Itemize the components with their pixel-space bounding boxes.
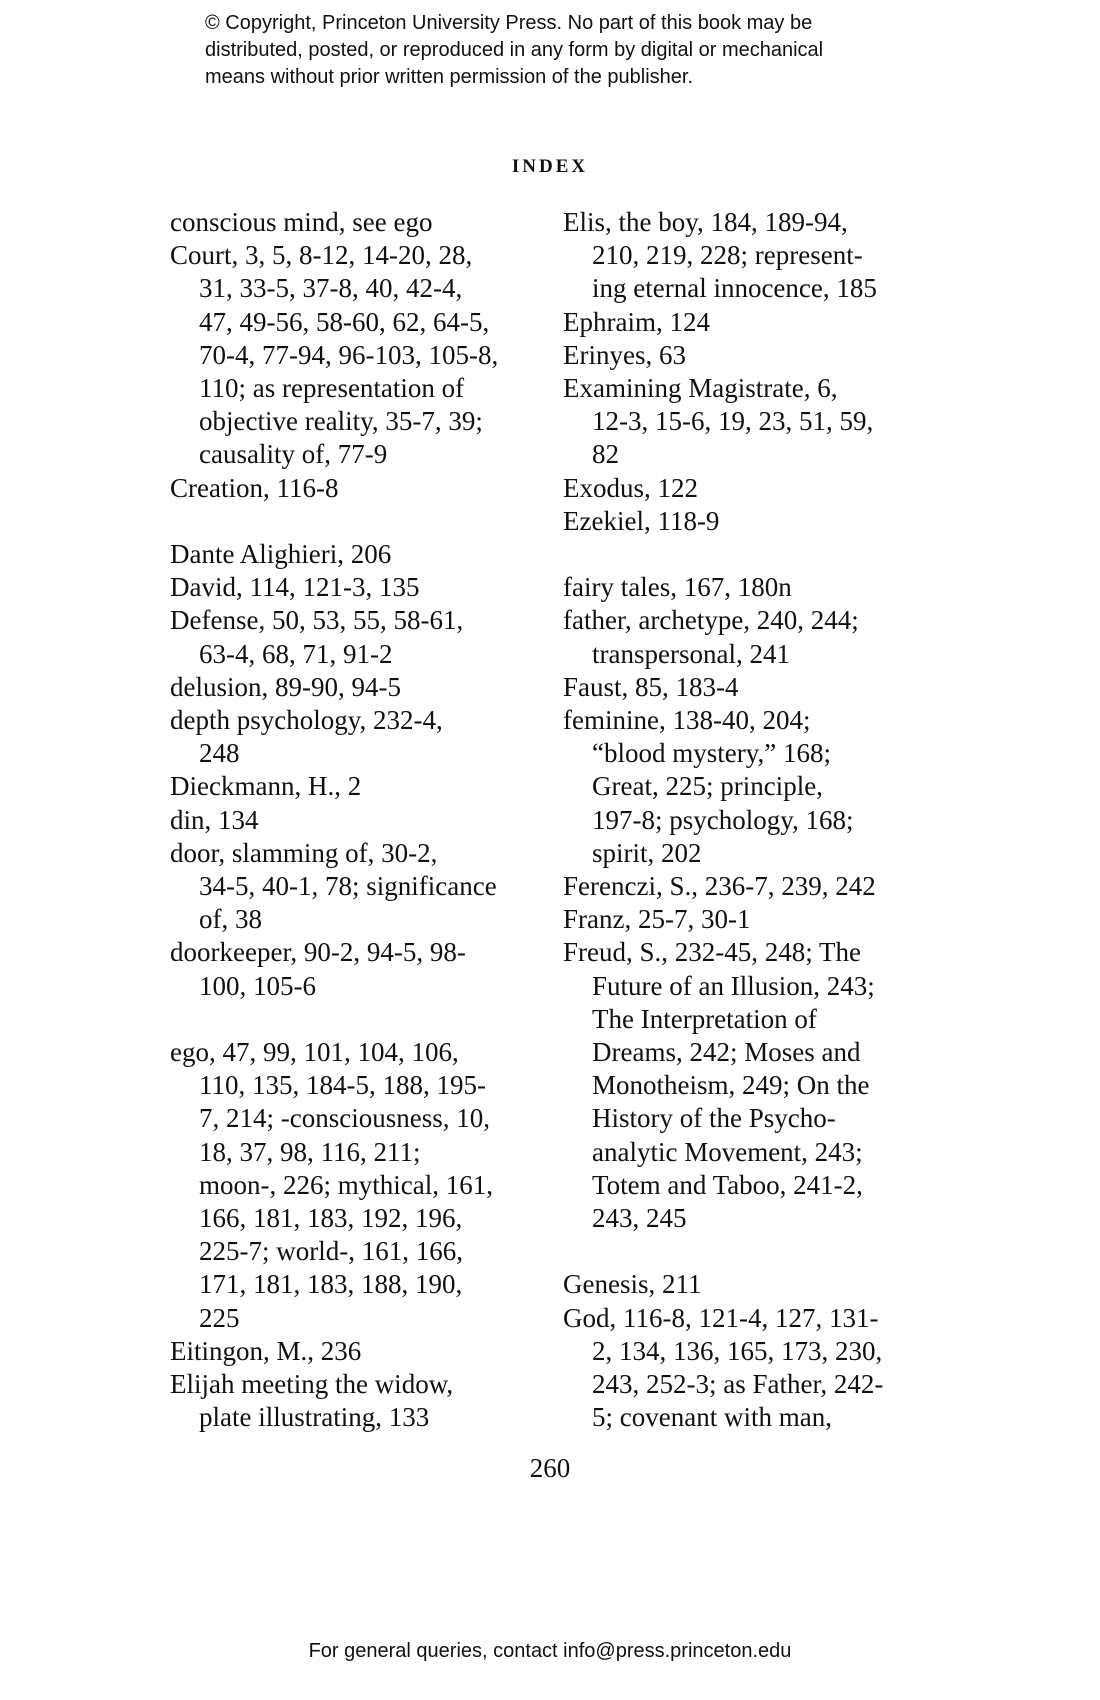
copyright-line: distributed, posted, or reproduced in any form by digital or mechanical	[205, 39, 824, 61]
index-column-right	[563, 206, 923, 1434]
copyright-line: means without prior written permission of the publisher.	[205, 66, 694, 88]
index-entry-line: 197-8; psychology, 168;	[592, 804, 854, 835]
letter-group-gap	[563, 538, 923, 571]
index-entry-line: 70-4, 77-94, 96-103, 105-8,	[199, 339, 499, 370]
index-entry-line: delusion, 89-90, 94-5	[170, 671, 401, 702]
index-entry-line: 210, 219, 228; represent-	[592, 240, 863, 271]
index-entry-line: 63-4, 68, 71, 91-2	[199, 638, 393, 669]
index-entry	[170, 571, 530, 604]
index-entry-line: Totem and Taboo, 241-2,	[592, 1169, 863, 1200]
index-entry	[563, 571, 923, 604]
index-entry-line: din, 134	[170, 804, 259, 835]
index-entry-line: Freud, S., 232-45, 248; The	[563, 937, 861, 968]
index-entry-line: The Interpretation of	[592, 1003, 817, 1034]
index-entry-line: depth psychology, 232-4,	[170, 705, 443, 736]
index-entry	[170, 239, 530, 471]
index-entry-line: 2, 134, 136, 165, 173, 230,	[592, 1335, 883, 1366]
index-entry-line: 100, 105-6	[199, 970, 316, 1001]
index-entry	[563, 604, 923, 670]
index-entry-line: Dreams, 242; Moses and	[592, 1037, 861, 1068]
index-entry-line: causality of, 77-9	[199, 439, 388, 470]
index-column-left	[170, 206, 530, 1434]
index-entry	[563, 306, 923, 339]
index-entry-line: “blood mystery,” 168;	[592, 738, 831, 769]
index-entry-line: Elijah meeting the widow,	[170, 1369, 454, 1400]
copyright-line: © Copyright, Princeton University Press. No part of this book may be	[205, 12, 813, 34]
index-heading: INDEX	[511, 156, 589, 177]
index-entry	[563, 505, 923, 538]
index-entry	[563, 472, 923, 505]
index-entry-line: 248	[199, 738, 240, 769]
letter-group-gap	[170, 1003, 530, 1036]
index-entry-line: Erinyes, 63	[563, 339, 686, 370]
index-entry-line: Creation, 116-8	[170, 472, 339, 503]
index-entry-line: Ephraim, 124	[563, 306, 710, 337]
index-entry	[563, 704, 923, 870]
index-entry-line: feminine, 138-40, 204;	[563, 705, 811, 736]
index-entry-line: spirit, 202	[592, 837, 702, 868]
page-number: 260	[529, 1453, 571, 1483]
index-entry-line: objective reality, 35-7, 39;	[199, 406, 483, 437]
index-entry-line: Great, 225; principle,	[592, 771, 823, 802]
index-entry	[170, 837, 530, 937]
index-entry-line: fairy tales, 167, 180n	[563, 572, 792, 603]
index-entry-line: analytic Movement, 243;	[592, 1136, 863, 1167]
index-entry-line: 243, 252-3; as Father, 242-	[592, 1369, 884, 1400]
index-entry	[170, 538, 530, 571]
index-entry	[170, 1036, 530, 1335]
index-entry-line: door, slamming of, 30-2,	[170, 837, 438, 868]
index-entry-line: 110, 135, 184-5, 188, 195-	[199, 1070, 486, 1101]
index-entry	[563, 1302, 923, 1435]
letter-group-gap	[170, 505, 530, 538]
index-entry-line: 5; covenant with man,	[592, 1402, 832, 1433]
index-entry	[170, 206, 530, 239]
index-entry-line: Exodus, 122	[563, 472, 698, 503]
index-entry-line: ego, 47, 99, 101, 104, 106,	[170, 1037, 459, 1068]
index-entry-line: 166, 181, 183, 192, 196,	[199, 1203, 463, 1234]
index-entry-line: Faust, 85, 183-4	[563, 671, 739, 702]
copyright-notice	[205, 10, 965, 91]
index-entry	[170, 1335, 530, 1368]
index-entry-line: 110; as representation of	[199, 373, 465, 404]
index-entry-line: moon-, 226; mythical, 161,	[199, 1169, 493, 1200]
index-entry-line: Dante Alighieri, 206	[170, 539, 392, 570]
index-entry-line: conscious mind, see ego	[170, 207, 433, 237]
index-entry-line: Genesis, 211	[563, 1269, 702, 1300]
index-entry-line: 171, 181, 183, 188, 190,	[199, 1269, 463, 1300]
index-entry	[170, 472, 530, 505]
index-entry-line: transpersonal, 241	[592, 638, 790, 669]
index-entry	[563, 936, 923, 1235]
index-entry-line: Examining Magistrate, 6,	[563, 373, 838, 404]
letter-group-gap	[563, 1235, 923, 1268]
index-entry	[170, 804, 530, 837]
index-entry	[563, 870, 923, 903]
index-entry-line: father, archetype, 240, 244;	[563, 605, 859, 636]
index-entry-line: 82	[592, 439, 619, 470]
index-entry-line: 18, 37, 98, 116, 211;	[199, 1136, 421, 1167]
index-entry-line: 225	[199, 1302, 240, 1333]
index-entry-line: Court, 3, 5, 8-12, 14-20, 28,	[170, 240, 473, 271]
index-entry-line: 12-3, 15-6, 19, 23, 51, 59,	[592, 406, 874, 437]
index-entry-line: Dieckmann, H., 2	[170, 771, 362, 802]
index-entry-line: Ezekiel, 118-9	[563, 505, 720, 536]
index-entry	[563, 206, 923, 306]
index-entry-line: Monotheism, 249; On the	[592, 1070, 870, 1101]
index-entry-line: David, 114, 121-3, 135	[170, 572, 420, 603]
index-entry	[563, 372, 923, 472]
index-entry-line: of, 38	[199, 904, 262, 935]
index-entry-line: 34-5, 40-1, 78; significance	[199, 871, 497, 902]
index-entry	[170, 704, 530, 770]
index-entry	[170, 671, 530, 704]
index-entry	[563, 671, 923, 704]
index-entry	[563, 339, 923, 372]
index-entry-line: 225-7; world-, 161, 166,	[199, 1236, 463, 1267]
index-entry	[563, 903, 923, 936]
index-entry-line: Franz, 25-7, 30-1	[563, 904, 751, 935]
index-entry-line: 31, 33-5, 37-8, 40, 42-4,	[199, 273, 463, 304]
index-entry	[170, 1368, 530, 1434]
index-entry-line: 47, 49-56, 58-60, 62, 64-5,	[199, 306, 490, 337]
footer-contact: For general queries, contact info@press.princeton.edu	[308, 1640, 792, 1662]
index-entry-line: ing eternal innocence, 185	[592, 273, 877, 304]
index-entry-line: Eitingon, M., 236	[170, 1335, 362, 1366]
index-entry-line: 7, 214; -consciousness, 10,	[199, 1103, 490, 1134]
index-entry-line: History of the Psycho-	[592, 1103, 836, 1134]
index-entry	[170, 936, 530, 1002]
index-entry-line: 243, 245	[592, 1203, 687, 1234]
index-entry-line: Future of an Illusion, 243;	[592, 970, 875, 1001]
index-entry-line: plate illustrating, 133	[199, 1402, 430, 1433]
index-entry-line: God, 116-8, 121-4, 127, 131-	[563, 1302, 879, 1333]
index-entry	[563, 1268, 923, 1301]
index-entry-line: Defense, 50, 53, 55, 58-61,	[170, 605, 464, 636]
index-entry	[170, 770, 530, 803]
index-entry-line: Ferenczi, S., 236-7, 239, 242	[563, 871, 876, 902]
index-entry-line: Elis, the boy, 184, 189-94,	[563, 207, 848, 237]
index-entry-line: doorkeeper, 90-2, 94-5, 98-	[170, 937, 466, 968]
index-entry	[170, 604, 530, 670]
